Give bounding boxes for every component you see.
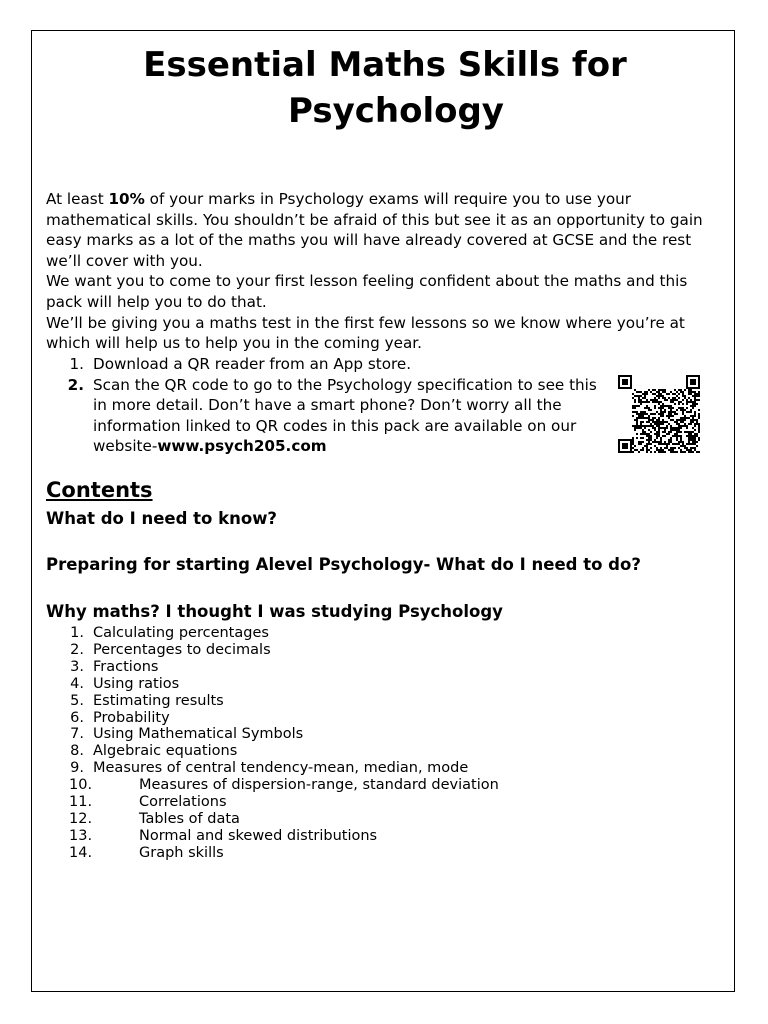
item-number: 7. <box>70 726 84 743</box>
list-item <box>46 743 646 760</box>
item-number: 12. <box>69 810 93 827</box>
intro-text <box>46 189 726 354</box>
item-text: Tables of data <box>139 810 240 827</box>
item-text: Correlations <box>139 794 227 811</box>
list-item <box>46 642 646 659</box>
item-text: Fractions <box>93 658 159 675</box>
item-text: Calculating percentages <box>93 625 269 641</box>
list-item <box>46 659 646 676</box>
item-number: 13. <box>69 827 93 844</box>
list-item <box>46 845 646 862</box>
list-item <box>46 693 646 710</box>
item-text: Measures of dispersion-range, standard deviation <box>139 777 499 794</box>
item-number: 5. <box>70 692 84 709</box>
intro-p1-end: of your marks in Psychology exams will require you to use your mathematical skills. You shouldn’t be afraid of this but see it as an opportunity to gain easy marks as a lot of the maths you will have already covered at GCSE and the rest we’ll cover with you. <box>46 190 703 270</box>
step-number: 2. <box>67 375 84 394</box>
contents-heading: Contents <box>46 478 153 502</box>
list-item <box>46 676 646 693</box>
contents-list <box>46 625 646 862</box>
title-line-1: Essential Maths Skills for <box>143 45 627 85</box>
item-text: Probability <box>93 709 170 726</box>
section-preparing: Preparing for starting Alevel Psychology- What do I need to do? <box>46 555 641 574</box>
item-text: Using ratios <box>93 675 180 692</box>
steps-list <box>46 354 606 457</box>
step-text: Download a QR reader from an App store. <box>93 355 412 373</box>
intro-paragraph-1 <box>46 189 726 271</box>
item-number: 8. <box>70 743 84 760</box>
step-2-text: Scan the QR code to go to the Psychology specification to see this in more detail. Don’t have a smart phone? Don’t worry all the information linked to QR codes in this pack are available on our website- <box>93 375 597 456</box>
title-line-2: Psychology <box>288 91 504 131</box>
list-item <box>46 777 646 794</box>
intro-percentage: 10% <box>108 190 145 208</box>
item-number: 4. <box>70 675 84 692</box>
step-item <box>46 354 606 375</box>
step-text <box>93 375 606 457</box>
list-item <box>46 811 646 828</box>
item-number: 2. <box>70 641 84 658</box>
item-number: 11. <box>69 794 93 811</box>
list-item <box>46 828 646 845</box>
list-item <box>46 794 646 811</box>
item-number: 14. <box>69 844 93 861</box>
intro-paragraph-3: We’ll be giving you a maths test in the first few lessons so we know where you’re at which will help us to help you in the coming year. <box>46 313 685 353</box>
item-text: Percentages to decimals <box>93 641 271 658</box>
step-item <box>46 375 606 457</box>
website-link[interactable]: www.psych205.com <box>157 437 327 456</box>
item-number: 3. <box>70 658 84 675</box>
list-item <box>46 760 646 777</box>
section-why-maths: Why maths? I thought I was studying Psychology <box>46 602 503 621</box>
item-number: 9. <box>70 760 84 777</box>
item-text: Algebraic equations <box>93 743 238 760</box>
item-text: Measures of central tendency-mean, median, mode <box>93 760 469 777</box>
item-text: Using Mathematical Symbols <box>93 726 304 743</box>
item-number: 1. <box>70 625 84 641</box>
item-number: 6. <box>70 709 84 726</box>
item-text: Estimating results <box>93 692 224 709</box>
qr-code-icon[interactable] <box>618 375 700 453</box>
list-item <box>46 726 646 743</box>
item-text: Graph skills <box>139 844 224 861</box>
intro-p1-start: At least <box>46 190 109 208</box>
page-title <box>60 42 710 134</box>
step-number: 1. <box>69 355 84 373</box>
intro-paragraph-2: We want you to come to your first lesson feeling confident about the maths and this pack will help you to do that. <box>46 272 688 311</box>
item-text: Normal and skewed distributions <box>139 827 378 844</box>
list-item <box>46 710 646 727</box>
section-what-to-know: What do I need to know? <box>46 509 278 528</box>
item-number: 10. <box>69 777 93 794</box>
list-item <box>46 625 646 642</box>
